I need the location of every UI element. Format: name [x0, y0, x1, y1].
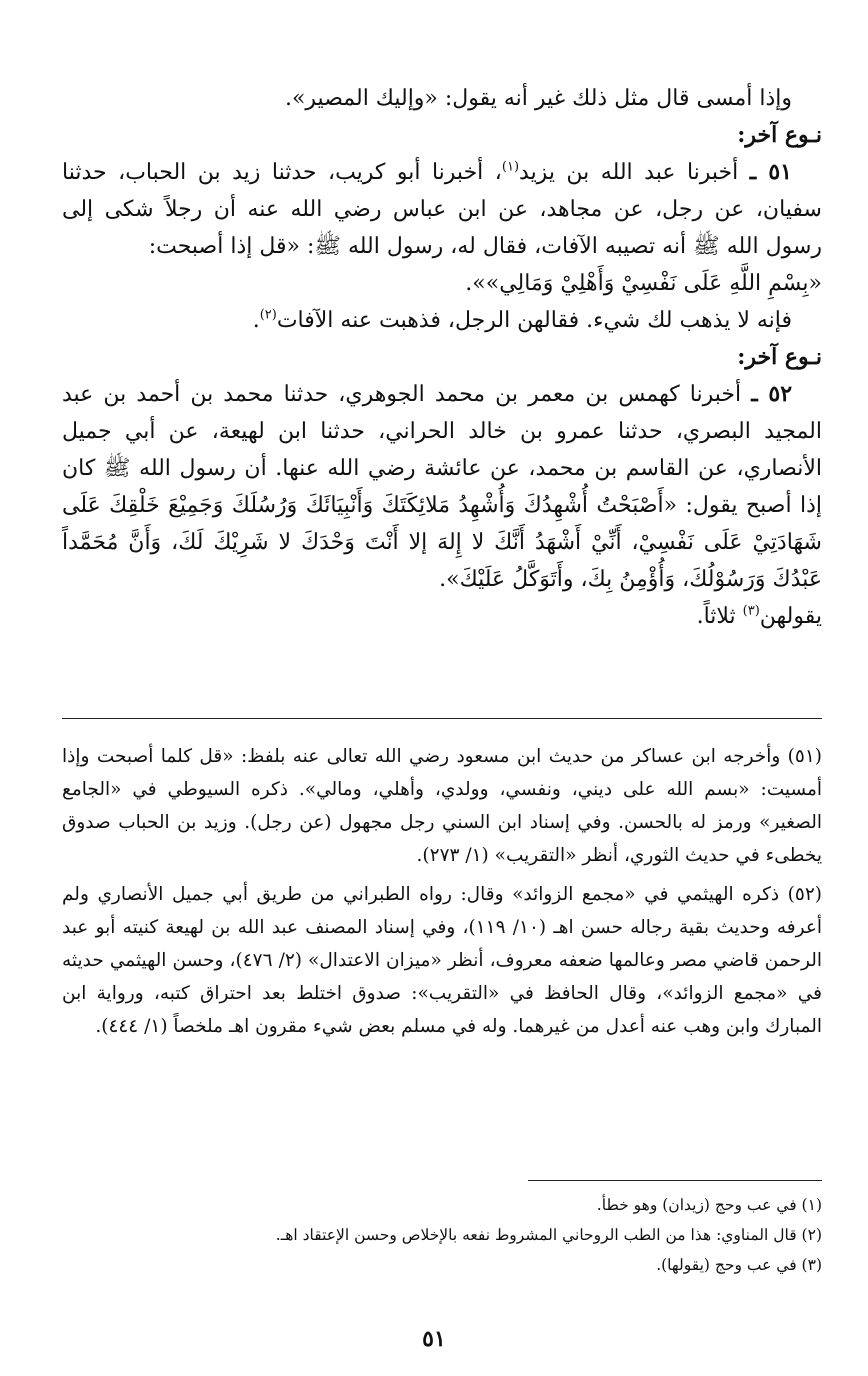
note-52: (٥٢) ذكره الهيثمي في «مجمع الزوائد» وقال: رواه الطبراني من طريق أبي جميل الأنصاري ولم أعرفه وحديث بقية رجاله حسن اهـ (١٠/ ١١٩)، وفي إسناد المصنف عبد الله بن لهيعة كنيته أبو عبد الرحمن قاضي مصر وعالمها ضعفه معروف، أنظر «ميزان الاعتدال» (٢/ ٤٧٦)، وحسن الهيثمي حديثه في «مجمع الزوائد»، وقال الحافظ في «التقريب»: صدوق اختلط بعد احتراق كتبه، ورواية ابن المبارك وابن وهب عنه أعدل من غيرهما. وله في مسلم بعض شيء مقرون اهـ ملخصاً (١/ ٤٤٤). — [62, 884, 822, 1037]
main-divider — [62, 718, 822, 719]
footnote-1: (١) في عب وحج (زيدان) وهو خطأ. — [596, 1196, 822, 1214]
hadith-51-quote: «بِسْمِ اللَّهِ عَلَى نَفْسِيْ وَأَهْلِيْ وَمَالِي»». — [465, 271, 822, 296]
footnote-ref-3: (٣) — [742, 603, 760, 619]
hadith-51-tail-text: فإنه لا يذهب لك شيء. فقالهن الرجل، فذهبت عنه الآفات — [276, 308, 792, 333]
hadith-51-text-b: ، أخبرنا أبو كريب، حدثنا زيد بن الحباب، حدثنا سفيان، عن رجل، عن مجاهد، عن ابن عباس رضي الله عنه أن رجلاً شكى إلى رسول الله ﷺ أنه تصيبه الآفات، فقال له، رسول الله ﷺ: «قل إذا أصبحت: — [62, 160, 822, 259]
footnote-divider — [528, 1180, 822, 1181]
hadith-52-tail — [62, 598, 822, 635]
note-51: (٥١) وأخرجه ابن عساكر من حديث ابن مسعود رضي الله تعالى عنه بلفظ: «قل كلما أصبحت وإذا أمسيت: «بسم الله على ديني، ونفسي، وولدي، وأهلي، ومالي». ذكره السيوطي في «الجامع الصغير» ورمز له بالحسن. وفي إسناد ابن السني رجل مجهول (عن رجل). وزيد بن الحباب صدوق يخطىء في حديث الثوري، أنظر «التقريب» (١/ ٢٧٣). — [62, 746, 822, 866]
footnote-ref-2: (٢) — [259, 307, 277, 323]
commentary-notes — [62, 740, 822, 1049]
hadith-52-tail-text: يقولهن — [759, 604, 822, 629]
hadith-51-text-a: أخبرنا عبد الله بن يزيد — [519, 160, 739, 185]
footnote-3: (٣) في عب وحج (يقولها). — [656, 1256, 822, 1274]
hadith-52-tail-end: ثلاثاً. — [696, 604, 743, 629]
hadith-51 — [62, 154, 822, 265]
footnote-2: (٢) قال المناوي: هذا من الطب الروحاني المشروط نفعه بالإخلاص وحسن الإعتقاد اهـ. — [275, 1226, 822, 1244]
hadith-51-tail — [62, 302, 822, 339]
hadith-number: ٥٢ ـ — [751, 381, 793, 407]
page-number: ٥١ — [422, 1326, 446, 1352]
footnote-ref-1: (١) — [501, 159, 520, 175]
section-heading-2: نـوع آخر: — [737, 344, 822, 370]
hadith-52-text: أخبرنا كهمس بن معمر بن محمد الجوهري، حدثنا محمد بن أحمد بن عبد المجيد البصري، حدثنا عمرو بن خالد الحراني، حدثنا ابن لهيعة، عن أبي جميل الأنصاري، عن القاسم بن محمد، عن عائشة رضي الله عنها. أن رسول الله ﷺ كان إذا أصبح يقول: «أَصْبَحْتُ أُشْهِدُكَ وَأُشْهِدُ مَلائِكَتَكَ وَأَنْبِيَائَكَ وَرُسُلَكَ وَجَمِيْعَ خَلْقِكَ عَلَى شَهَادَتِيْ عَلَى نَفْسِيْ، أَنِّيْ أَشْهَدُ أَنَّكَ لا إِلهَ إلا أَنْتَ وَحْدَكَ لا شَرِيْكَ لَكَ، وَأَنَّ مُحَمَّداً عَبْدُكَ وَرَسُوْلُكَ، وَأُؤْمِنُ بِكَ، وأَتَوَكَّلُ عَلَيْكَ». — [62, 382, 822, 592]
intro-line: وإذا أمسى قال مثل ذلك غير أنه يقول: «وإليك المصير». — [284, 86, 792, 111]
hadith-number: ٥١ ـ — [749, 159, 792, 185]
hadith-52 — [62, 376, 822, 598]
hadith-51-tail-end: . — [252, 308, 260, 333]
section-heading-1: نـوع آخر: — [737, 122, 822, 148]
footnotes — [62, 1190, 822, 1280]
main-text — [62, 80, 822, 635]
